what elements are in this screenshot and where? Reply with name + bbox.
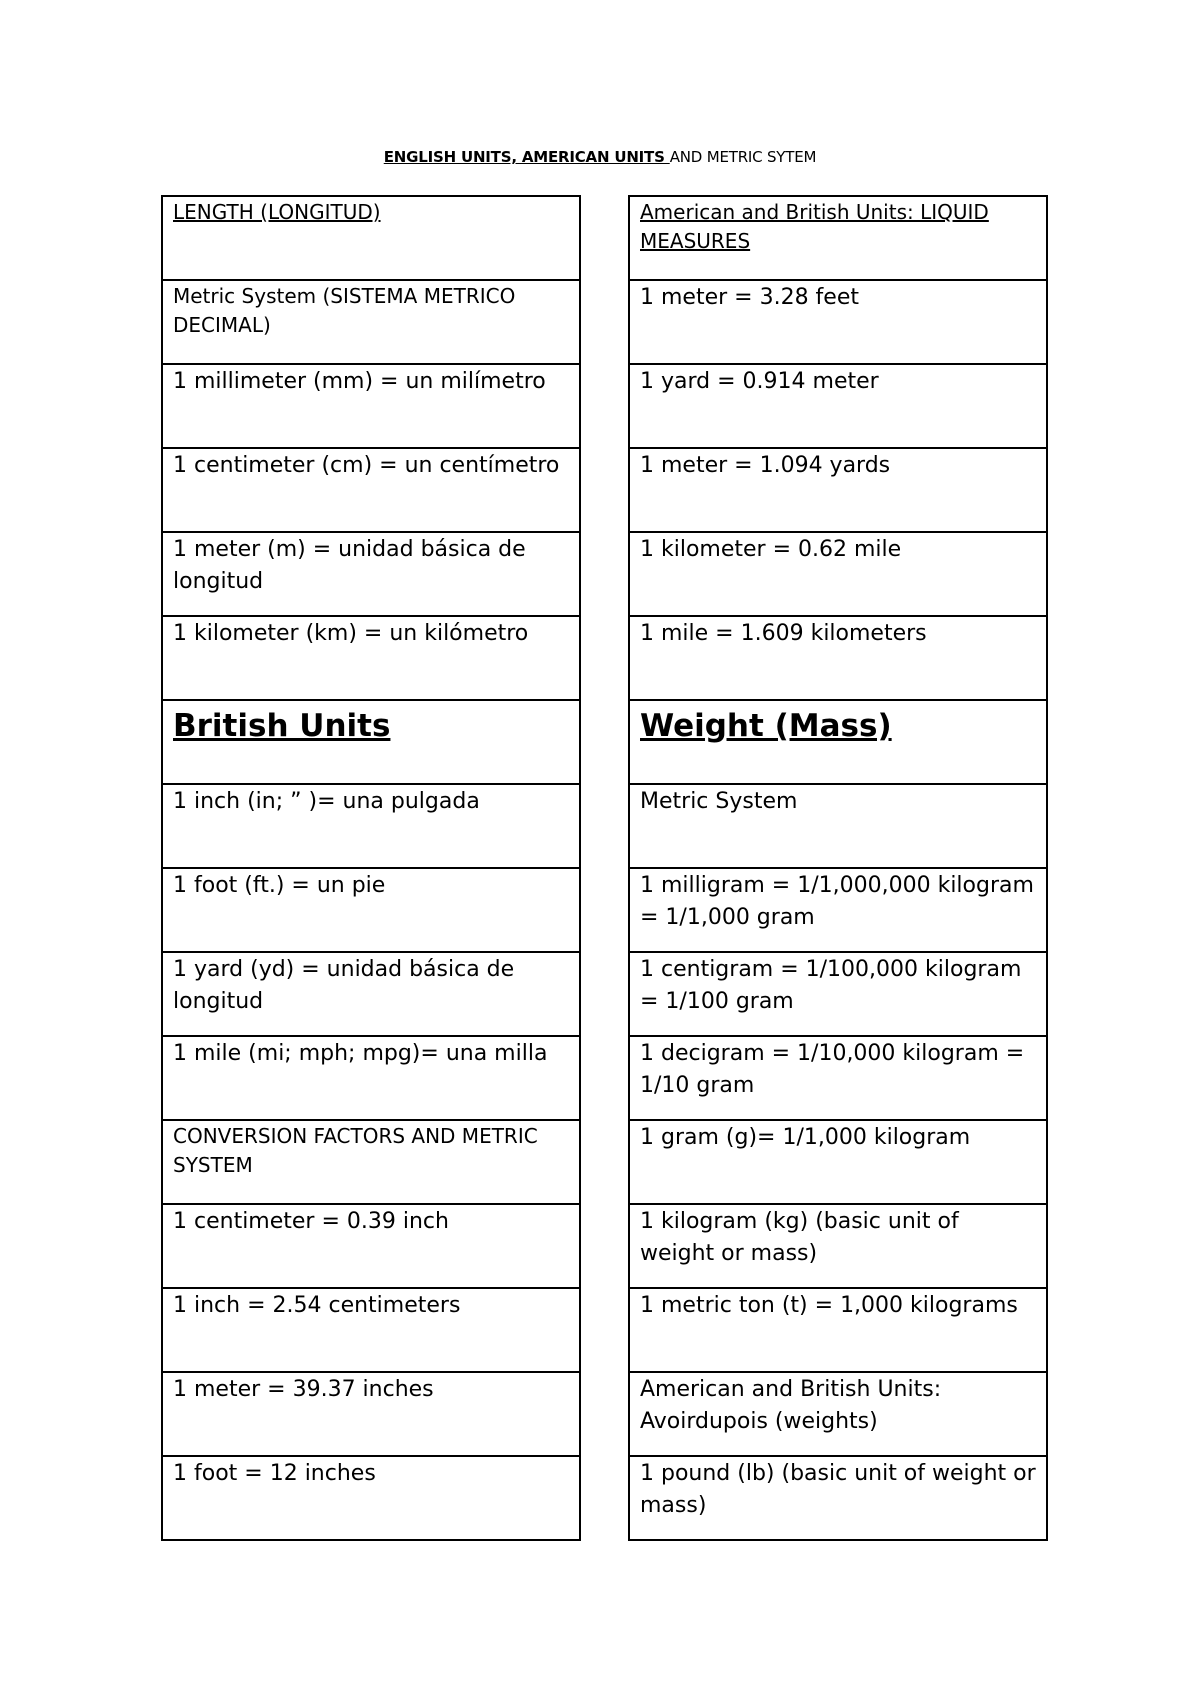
table-cell [162, 196, 580, 280]
table-cell [629, 1372, 1047, 1456]
cell-text: 1 yard = 0.914 meter [640, 369, 879, 394]
cell-text: American and British Units: Avoirdupois (weights) [640, 1377, 942, 1434]
table-cell [629, 1204, 1047, 1288]
right-column-table [628, 195, 1048, 1541]
cell-text: Metric System [640, 789, 798, 814]
cell-text: 1 pound (lb) (basic unit of weight or mass) [640, 1461, 1036, 1518]
cell-text: 1 centimeter = 0.39 inch [173, 1209, 449, 1234]
table-cell [629, 280, 1047, 364]
cell-text: 1 foot = 12 inches [173, 1461, 376, 1486]
cell-text: 1 mile = 1.609 kilometers [640, 621, 927, 646]
cell-text: 1 meter (m) = unidad básica de longitud [173, 537, 526, 594]
section-heading: British Units [173, 708, 391, 744]
table-cell [162, 448, 580, 532]
left-column-table [161, 195, 581, 1541]
table-cell [629, 616, 1047, 700]
document-title [0, 148, 1200, 166]
table-cell [162, 1204, 580, 1288]
cell-text: 1 foot (ft.) = un pie [173, 873, 386, 898]
table-cell [629, 532, 1047, 616]
table-cell [162, 784, 580, 868]
table-cell [629, 1288, 1047, 1372]
table-cell [629, 1120, 1047, 1204]
cell-text: 1 milligram = 1/1,000,000 kilogram = 1/1,000 gram [640, 873, 1034, 930]
cell-text: 1 metric ton (t) = 1,000 kilograms [640, 1293, 1018, 1318]
cell-text: 1 inch (in; ” )= una pulgada [173, 789, 480, 814]
cell-text: LENGTH (LONGITUD) [173, 200, 381, 224]
table-cell [162, 532, 580, 616]
cell-text: 1 inch = 2.54 centimeters [173, 1293, 461, 1318]
table-cell [162, 280, 580, 364]
section-heading: Weight (Mass) [640, 708, 892, 744]
table-cell [162, 364, 580, 448]
title-plain-part: AND METRIC SYTEM [669, 148, 817, 166]
cell-text: 1 centimeter (cm) = un centímetro [173, 453, 560, 478]
table-cell [162, 1372, 580, 1456]
cell-text: 1 gram (g)= 1/1,000 kilogram [640, 1125, 971, 1150]
section-heading-cell [162, 700, 580, 784]
table-cell [162, 1120, 580, 1204]
table-cell [629, 1036, 1047, 1120]
table-cell [162, 1456, 580, 1540]
section-heading-cell [629, 700, 1047, 784]
title-underlined-part: ENGLISH UNITS, AMERICAN UNITS [383, 148, 670, 166]
cell-text: American and British Units: LIQUID MEASURES [640, 200, 989, 253]
table-cell [629, 784, 1047, 868]
cell-text: 1 mile (mi; mph; mpg)= una milla [173, 1041, 548, 1066]
cell-text: Metric System (SISTEMA METRICO DECIMAL) [173, 284, 516, 337]
table-cell [629, 868, 1047, 952]
cell-text: 1 kilometer = 0.62 mile [640, 537, 902, 562]
cell-text: 1 kilogram (kg) (basic unit of weight or mass) [640, 1209, 959, 1266]
table-cell [162, 952, 580, 1036]
cell-text: 1 meter = 39.37 inches [173, 1377, 434, 1402]
table-cell [629, 196, 1047, 280]
table-cell [629, 364, 1047, 448]
cell-text: 1 decigram = 1/10,000 kilogram = 1/10 gram [640, 1041, 1025, 1098]
cell-text: 1 millimeter (mm) = un milímetro [173, 369, 546, 394]
cell-text: 1 meter = 3.28 feet [640, 285, 860, 310]
table-cell [162, 1036, 580, 1120]
cell-text: 1 centigram = 1/100,000 kilogram = 1/100 gram [640, 957, 1022, 1014]
cell-text: 1 kilometer (km) = un kilómetro [173, 621, 529, 646]
cell-text: CONVERSION FACTORS AND METRIC SYSTEM [173, 1124, 538, 1177]
table-cell [629, 952, 1047, 1036]
table-cell [629, 448, 1047, 532]
table-cell [629, 1456, 1047, 1540]
table-cell [162, 1288, 580, 1372]
cell-text: 1 meter = 1.094 yards [640, 453, 891, 478]
cell-text: 1 yard (yd) = unidad básica de longitud [173, 957, 515, 1014]
table-cell [162, 616, 580, 700]
table-cell [162, 868, 580, 952]
